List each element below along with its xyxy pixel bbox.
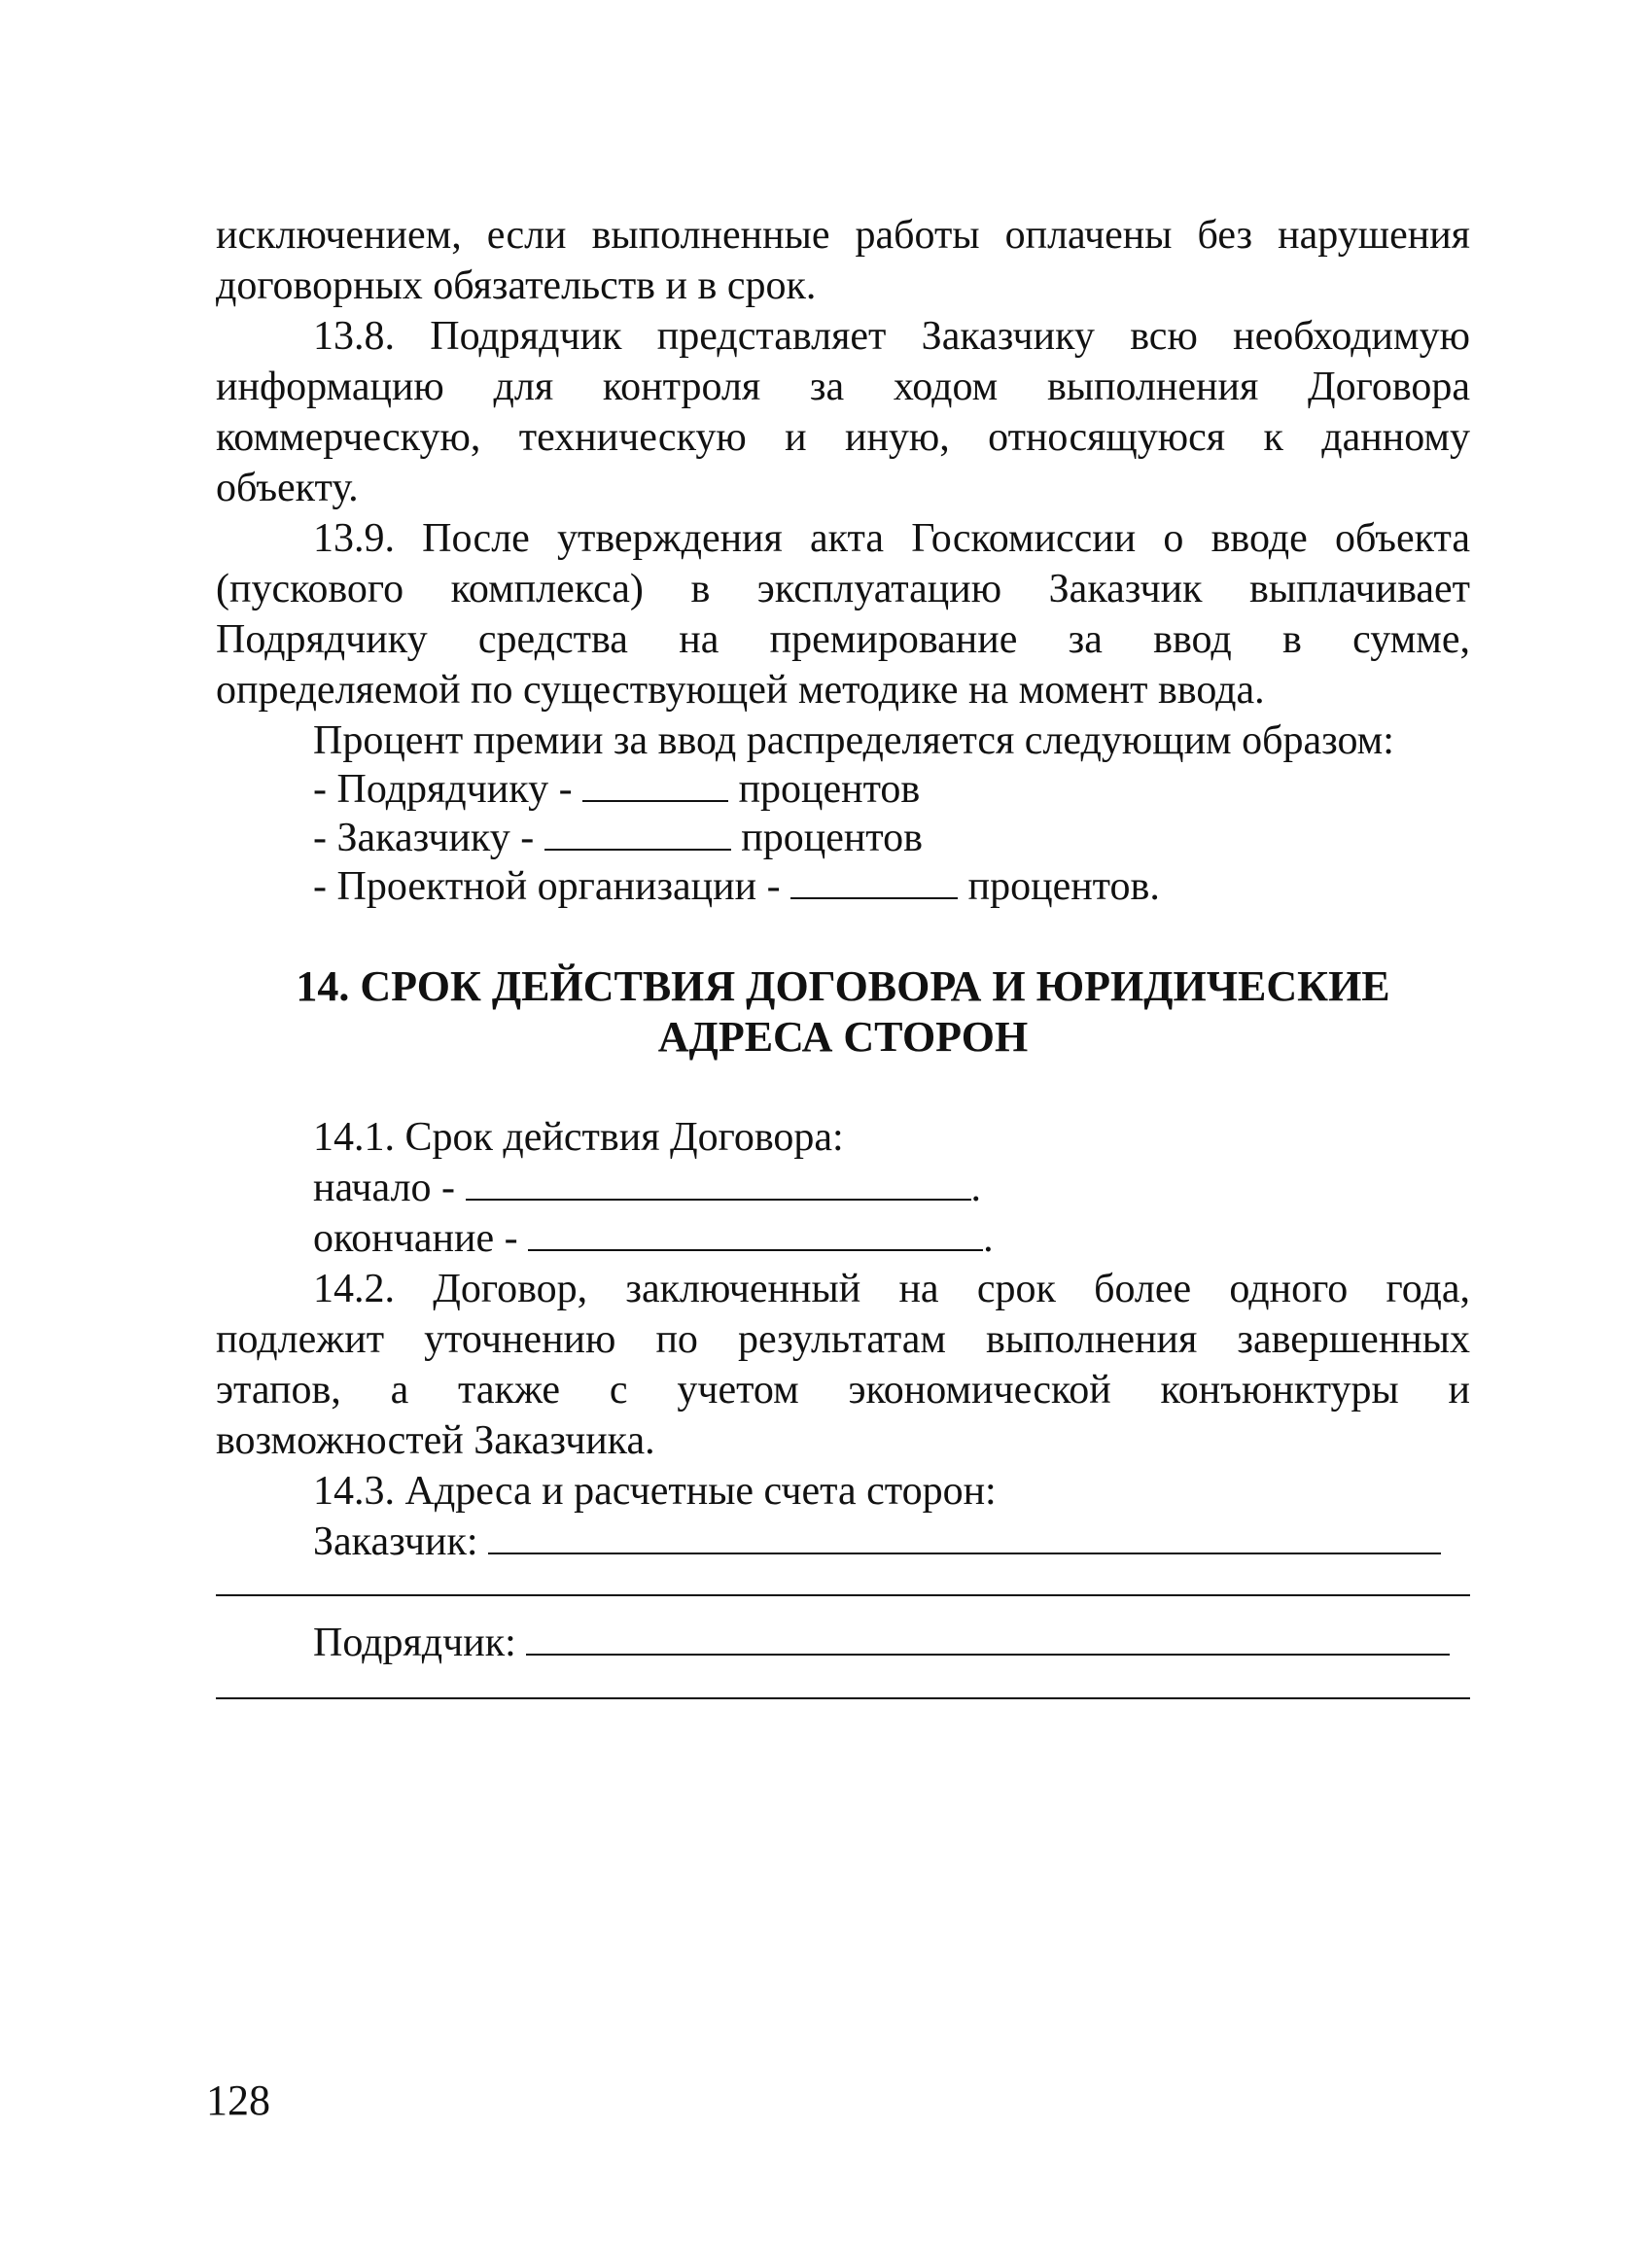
contractor-address-row <box>313 1618 1450 1668</box>
clause-13-8-line: 13.8. Подрядчик представляет Заказчику всю необходимую <box>313 314 1470 359</box>
customer-address-blank <box>488 1519 1441 1554</box>
clause-13-9-line: определяемой по существующей методике на момент ввода. <box>216 668 1265 713</box>
clause-14-2-line: подлежит уточнению по результатам выполнения завершенных <box>216 1317 1470 1362</box>
contractor-address-blank <box>526 1621 1450 1656</box>
premium-customer-unit: процентов <box>741 816 923 860</box>
term-start-blank <box>466 1166 971 1201</box>
premium-customer-row <box>313 813 923 863</box>
premium-design-row <box>313 861 1160 912</box>
premium-customer-blank <box>544 816 731 851</box>
clause-13-9-line: Подрядчику средства на премирование за ввод в сумме, <box>216 617 1470 662</box>
page-number: 128 <box>206 2076 270 2124</box>
customer-address-label: Заказчик: <box>313 1519 478 1564</box>
paragraph-line: исключением, если выполненные работы оплачены без нарушения <box>216 213 1470 258</box>
clause-13-9-line: 13.9. После утверждения акта Госкомиссии о вводе объекта <box>313 516 1470 561</box>
term-end-period: . <box>983 1216 994 1261</box>
premium-contractor-row <box>313 764 920 815</box>
contractor-address-second-line <box>216 1697 1470 1699</box>
clause-14-1-title: 14.1. Срок действия Договора: <box>313 1115 844 1160</box>
term-start-period: . <box>970 1166 982 1210</box>
contractor-address-label: Подрядчик: <box>313 1621 516 1665</box>
premium-contractor-blank <box>582 767 728 802</box>
section-14-title-line: 14. СРОК ДЕЙСТВИЯ ДОГОВОРА И ЮРИДИЧЕСКИЕ <box>296 962 1390 1010</box>
term-end-label: окончание - <box>313 1216 518 1261</box>
section-14-title-line: АДРЕСА СТОРОН <box>657 1013 1029 1061</box>
clause-13-8-line: объекту. <box>216 466 359 510</box>
premium-design-unit: процентов. <box>967 864 1160 909</box>
clause-13-9-line: (пускового комплекса) в эксплуатацию Заказчик выплачивает <box>216 567 1470 611</box>
clause-14-2-line: 14.2. Договор, заключенный на срок более одного года, <box>313 1267 1470 1311</box>
term-end-blank <box>528 1216 983 1251</box>
term-start-row <box>313 1163 981 1213</box>
customer-address-row <box>313 1517 1441 1567</box>
term-start-label: начало - <box>313 1166 456 1210</box>
clause-14-2-line: этапов, а также с учетом экономической конъюнктуры и <box>216 1368 1470 1413</box>
clause-14-2-line: возможностей Заказчика. <box>216 1418 655 1463</box>
clause-13-8-line: информацию для контроля за ходом выполнения Договора <box>216 365 1470 409</box>
clause-13-8-line: коммерческую, техническую и иную, относящуюся к данному <box>216 415 1470 460</box>
term-end-row <box>313 1213 994 1264</box>
premium-design-label: - Проектной организации - <box>313 864 781 909</box>
paragraph-line: договорных обязательств и в срок. <box>216 263 817 308</box>
premium-intro: Процент премии за ввод распределяется следующим образом: <box>313 718 1394 763</box>
premium-contractor-unit: процентов <box>738 767 921 812</box>
premium-design-blank <box>790 864 958 899</box>
customer-address-second-line <box>216 1594 1470 1596</box>
premium-customer-label: - Заказчику - <box>313 816 535 860</box>
premium-contractor-label: - Подрядчику - <box>313 767 573 812</box>
clause-14-3-title: 14.3. Адреса и расчетные счета сторон: <box>313 1469 997 1514</box>
